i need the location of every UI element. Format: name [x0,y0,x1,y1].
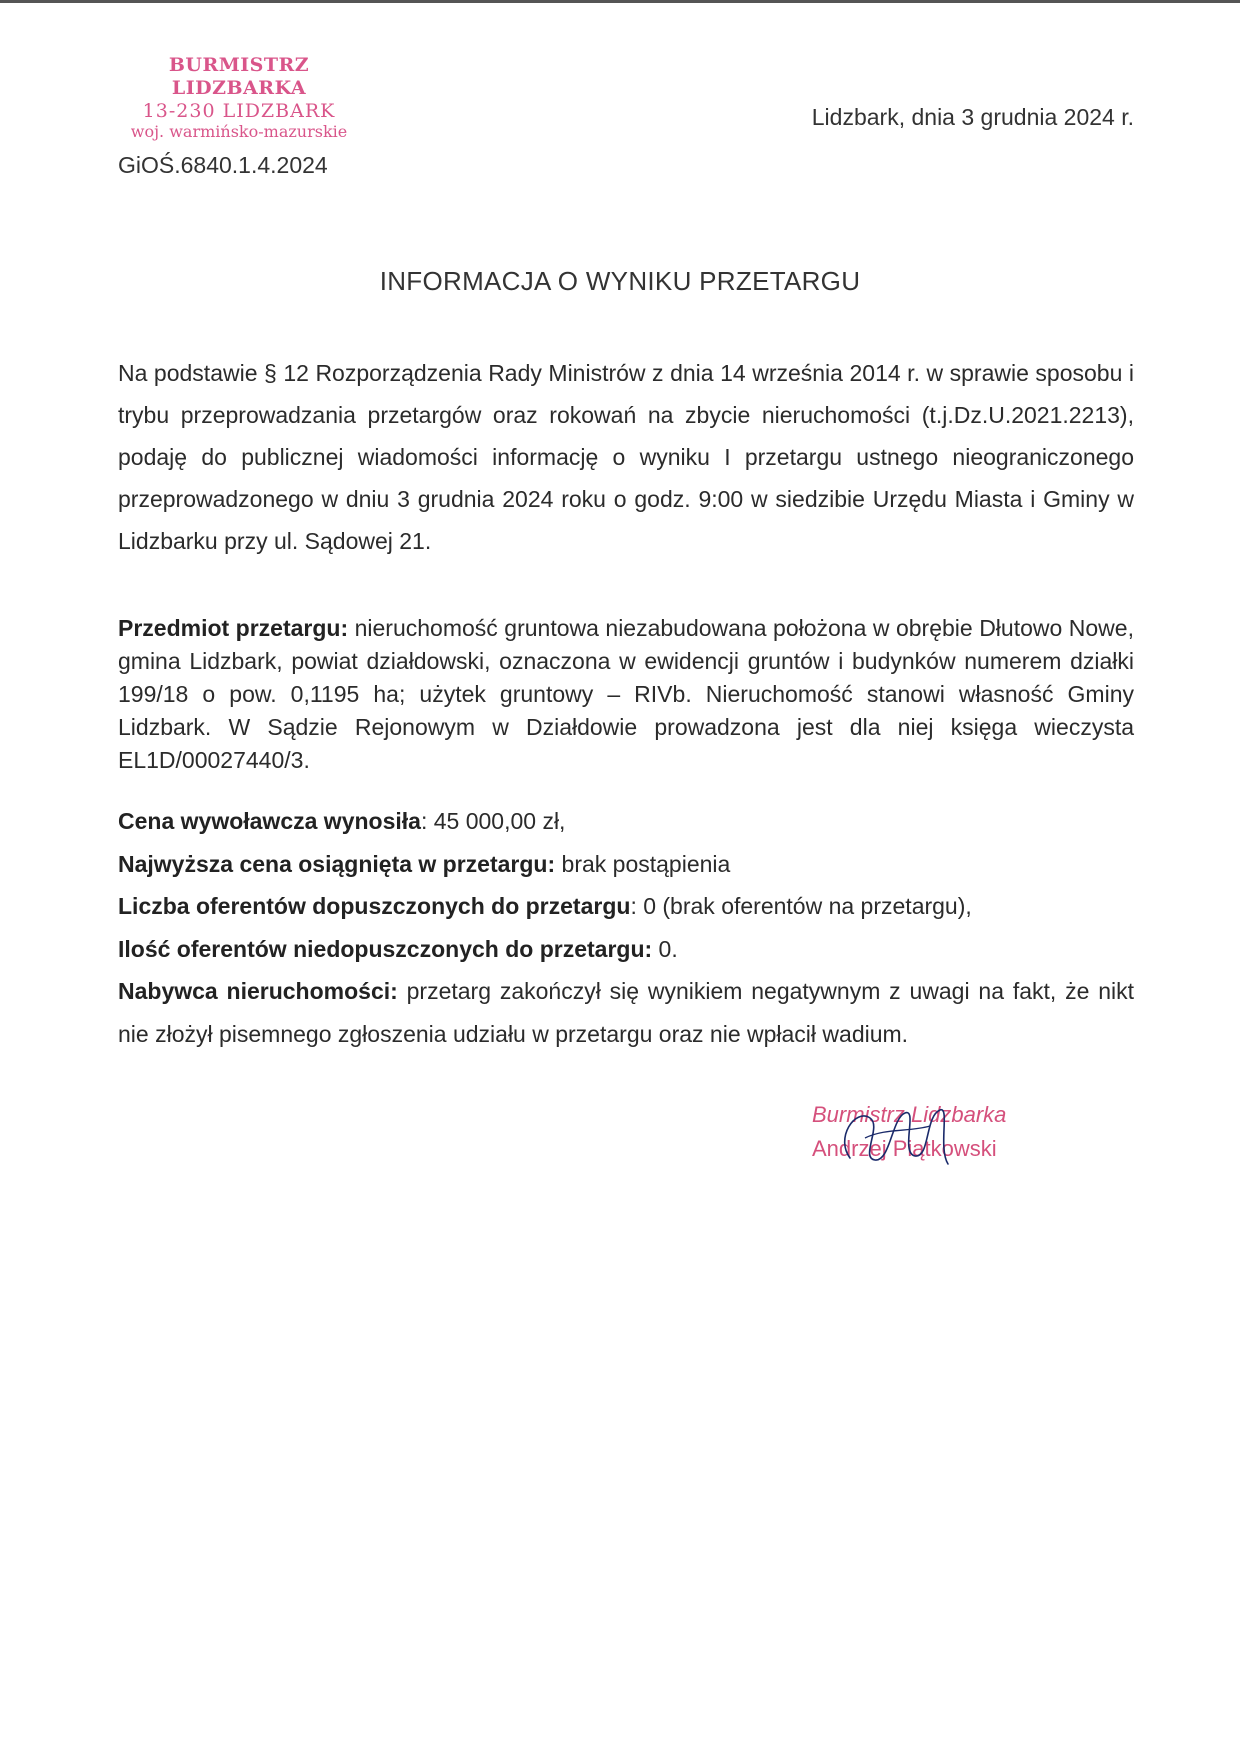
highest-price-row [118,843,1134,886]
tender-results [118,800,1134,1055]
intro-paragraph: Na podstawie § 12 Rozporządzenia Rady Ministrów z dnia 14 września 2014 r. w sprawie sposobu i trybu przeprowadzania przetargów oraz rokowań na zbycie nieruchomości (t.j.Dz.U.2021.2213), podaję do publicznej wiadomości informację o wyniku I przetargu ustnego nieograniczonego przeprowadzonego w dniu 3 grudnia 2024 roku o godz. 9:00 w siedzibie Urzędu Miasta i Gminy w Lidzbarku przy ul. Sądowej 21. [118,360,1134,554]
reference-number: GiOŚ.6840.1.4.2024 [118,152,328,178]
fact-label: Najwyższa cena osiągnięta w przetargu: [118,850,556,877]
fact-label: Cena wywoławcza wynosiła [118,808,421,834]
buyer-row [118,970,1134,1055]
fact-value: przetarg zakończył się wynikiem negatywnym z uwagi na fakt, że nikt nie złożył pisemnego zgłoszenia udziału w przetargu oraz nie wpłacił wadium. [118,978,1135,1047]
scan-top-edge [0,0,1240,3]
signature-stroke [845,1110,948,1164]
place-and-date: Lidzbark, dnia 3 grudnia 2024 r. [811,104,1134,130]
fact-value: : 45 000,00 zł, [420,808,566,834]
stamp-line-1: BURMISTRZ LIDZBARKA [168,54,310,99]
subject-paragraph [118,612,1134,777]
fact-value: 0. [652,935,678,962]
subject-text: nieruchomość gruntowa niezabudowana położona w obrębie Dłutowo Nowe, gmina Lidzbark, powiat działdowski, oznaczona w ewidencji gruntów i budynków numerem działki 199/18 o pow. 0,1195 ha; użytek gruntowy – RIVb. Nieruchomość stanowi własność Gminy Lidzbark. W Sądzie Rejonowym w Działdowie prowadzona jest dla niej księga wieczysta EL1D/00027440/3. [118,615,1134,773]
starting-price-row [118,800,1134,843]
admitted-bidders-row [118,885,1134,928]
office-stamp [104,54,374,142]
signature-stroke-2 [865,1126,930,1138]
stamp-line-2: 13-230 LIDZBARK [142,99,336,122]
rejected-bidders-row [118,928,1134,971]
fact-value: brak postąpienia [555,850,731,877]
signature-title: Burmistrz Lidzbarka [812,1102,1007,1127]
document-title: INFORMACJA O WYNIKU PRZETARGU [379,266,861,296]
fact-label: Liczba oferentów dopuszczonych do przetargu [118,893,631,919]
subject-label: Przedmiot przetargu: [118,615,349,641]
fact-value: : 0 (brak oferentów na przetargu), [630,893,972,919]
fact-label: Nabywca nieruchomości: [118,978,398,1004]
fact-label: Ilość oferentów niedopuszczonych do przetargu: [118,935,653,962]
handwritten-signature-icon [830,1098,960,1178]
stamp-line-3: woj. warmińsko-mazurskie [130,122,348,142]
signature-name: Andrzej Piątkowski [812,1136,997,1162]
